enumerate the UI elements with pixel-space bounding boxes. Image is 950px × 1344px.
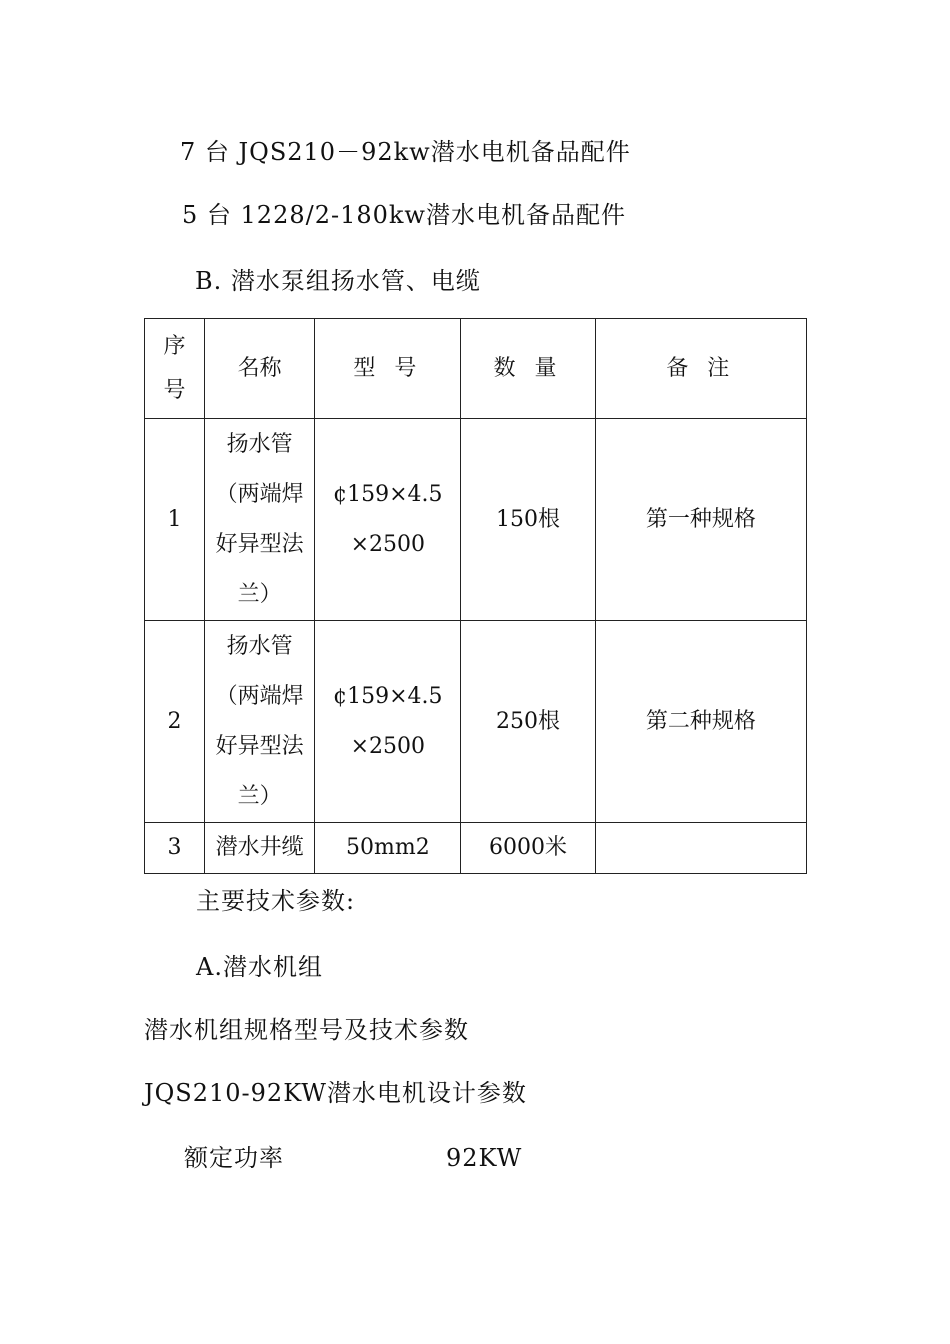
cell-quantity: 250根: [461, 621, 595, 823]
cell-note: 第一种规格: [595, 419, 806, 621]
cell-quantity: 6000米: [461, 823, 595, 874]
rated-power-label: 额定功率: [184, 1144, 284, 1172]
cell-name: 扬水管（两端焊好异型法兰）: [205, 419, 315, 621]
spare-parts-line-2: 5 台 1228/2-180kw潜水电机备品配件: [182, 201, 626, 229]
header-no: 序号: [145, 319, 205, 419]
table-header-row: [145, 319, 807, 419]
header-model: 型 号: [315, 319, 461, 419]
spare-parts-line-1: 7 台 JQS210－92kw潜水电机备品配件: [180, 138, 631, 166]
unit-spec-title: 潜水机组规格型号及技术参数: [144, 1016, 469, 1044]
cell-model: ¢159×4.5×2500: [315, 621, 461, 823]
header-remark: 备 注: [595, 319, 806, 419]
cell-name: 潜水井缆: [205, 823, 315, 874]
header-quantity: 数 量: [461, 319, 595, 419]
table-row: [145, 621, 807, 823]
cell-no: 2: [145, 621, 205, 823]
cell-note: 第二种规格: [595, 621, 806, 823]
rated-power-value: 92KW: [446, 1144, 523, 1172]
table-row: [145, 419, 807, 621]
pipe-cable-table: [144, 318, 807, 874]
section-heading-b: B. 潜水泵组扬水管、电缆: [195, 267, 481, 295]
cell-name: 扬水管（两端焊好异型法兰）: [205, 621, 315, 823]
cell-quantity: 150根: [461, 419, 595, 621]
cell-no: 1: [145, 419, 205, 621]
cell-no: 3: [145, 823, 205, 874]
cell-note: [595, 823, 806, 874]
cell-model: ¢159×4.5×2500: [315, 419, 461, 621]
tech-params-heading: 主要技术参数:: [196, 887, 356, 915]
motor-design-title: JQS210-92KW潜水电机设计参数: [144, 1079, 527, 1107]
section-heading-a: A.潜水机组: [196, 953, 323, 981]
cell-model: 50mm2: [315, 823, 461, 874]
header-name: 名称: [205, 319, 315, 419]
table-row: [145, 823, 807, 874]
